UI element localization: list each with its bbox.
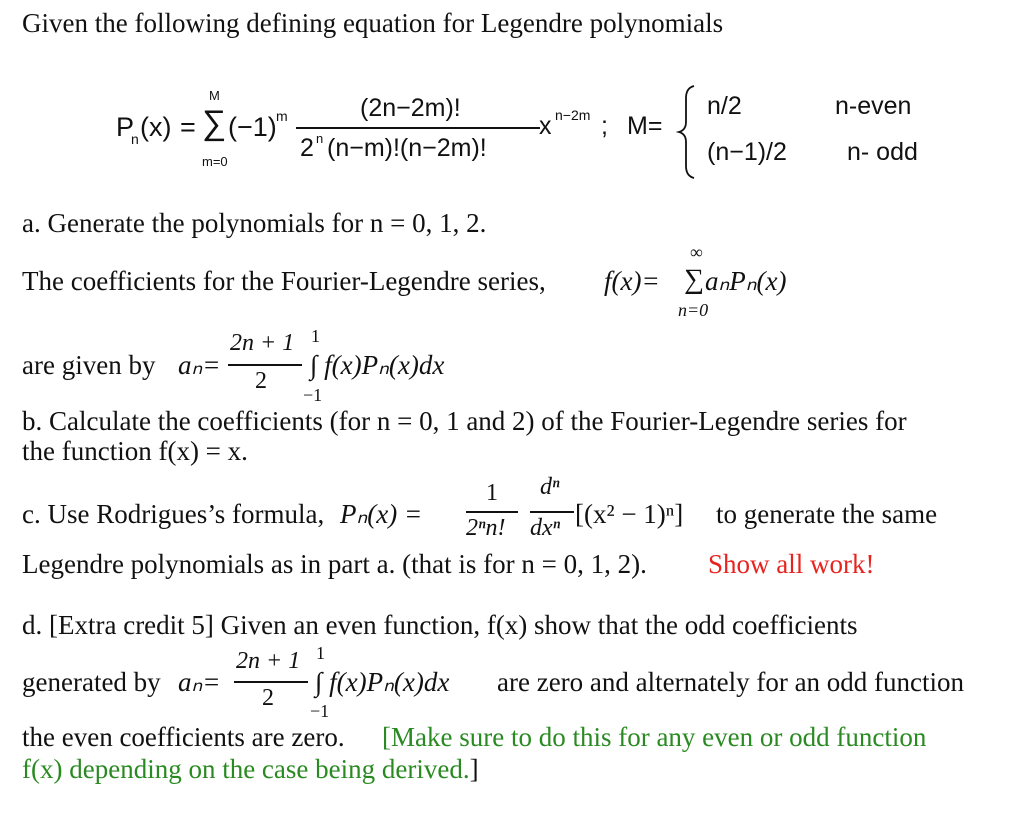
- coef-upper: 1: [311, 326, 320, 346]
- eq1-brace: [676, 84, 700, 180]
- part-c-frac1-num: 1: [486, 480, 498, 506]
- part-c-frac1-bar: [466, 511, 518, 513]
- eq1-numerator: (2n−2m)!: [360, 94, 461, 122]
- part-d-upper: 1: [316, 643, 325, 663]
- eq1-den-rest: (n−m)!(n−2m)!: [327, 134, 487, 162]
- eq1-x-base: x: [539, 112, 552, 140]
- coef-lower: −1: [303, 385, 323, 405]
- eq1-den-exp: n: [316, 131, 324, 146]
- coef-denominator: 2: [255, 368, 267, 394]
- eq1-M-label: M=: [627, 112, 663, 140]
- part-d-denominator: 2: [262, 685, 274, 711]
- eq1-lhs: P: [116, 112, 135, 142]
- part-c-frac2-den: dxⁿ: [530, 515, 561, 541]
- part-c-tail: to generate the same: [716, 499, 938, 529]
- eq1-equals: =: [180, 112, 196, 142]
- eq1-sign-base: (−1): [228, 112, 277, 142]
- eq1-lhs-arg: (x): [140, 112, 172, 142]
- part-b-line1: b. Calculate the coefficients (for n = 0, 1 and 2) of the Fourier-Legendre series for: [22, 406, 907, 436]
- part-c-frac2-num: dⁿ: [540, 474, 560, 500]
- intro-text: Given the following defining equation for Legendre polynomials: [22, 8, 724, 38]
- coef-fraction-bar: [228, 364, 302, 366]
- part-c-frac1-den: 2ⁿn!: [466, 515, 506, 541]
- part-d-integrand: ∫ f(x)Pₙ(x)dx: [315, 667, 450, 697]
- eq1-fraction-bar: [296, 127, 540, 129]
- eq1-x-exp: n−2m: [555, 107, 591, 123]
- part-d-a-label: aₙ=: [178, 667, 221, 697]
- part-c-lhs: Pₙ(x) =: [340, 499, 423, 529]
- part-d-line1: d. [Extra credit 5] Given an even function, f(x) show that the odd coefficients: [22, 610, 858, 640]
- part-c-body: [(x² − 1)ⁿ]: [575, 499, 684, 529]
- part-c-lead: c. Use Rodrigues’s formula,: [22, 499, 325, 529]
- part-d-lead2: generated by: [22, 667, 161, 697]
- eq1-sign-exp: m: [276, 108, 288, 124]
- part-d-line4-note: f(x) depending on the case being derived.: [22, 754, 470, 784]
- part-d-fraction-bar: [234, 681, 308, 683]
- series-lower: n=0: [678, 300, 709, 320]
- part-d-line3-note: [Make sure to do this for any even or odd function: [382, 722, 927, 752]
- coef-numerator: 2n + 1: [230, 330, 295, 356]
- part-d-tail2: are zero and alternately for an odd function: [497, 667, 965, 697]
- eq1-sum-lower: m=0: [202, 154, 228, 169]
- series-term: aₙPₙ(x): [705, 266, 787, 296]
- eq1-case2-value: (n−1)/2: [707, 138, 787, 166]
- eq1-sum-upper: M: [209, 88, 220, 103]
- eq1-den-base: 2: [300, 134, 314, 162]
- part-d-line3-black: the even coefficients are zero.: [22, 722, 345, 752]
- eq1-case2-cond: n- odd: [847, 138, 918, 166]
- series-formula: f(x)=: [604, 266, 660, 296]
- series-text: The coefficients for the Fourier-Legendre series,: [22, 266, 546, 296]
- part-d-line4-bracket: ]: [469, 754, 479, 784]
- series-sigma: ∑: [684, 264, 704, 295]
- eq1-sigma: ∑: [202, 104, 227, 142]
- part-c-line2: Legendre polynomials as in part a. (that is for n = 0, 1, 2).: [22, 549, 647, 579]
- part-d-lower: −1: [310, 701, 330, 721]
- coef-integrand: ∫ f(x)Pₙ(x)dx: [310, 350, 445, 380]
- part-a-text: a. Generate the polynomials for n = 0, 1, 2.: [22, 208, 487, 238]
- part-c-frac2-bar: [530, 511, 574, 513]
- coef-a-label: aₙ=: [178, 350, 221, 380]
- part-c-warning: Show all work!: [708, 549, 875, 579]
- eq1-case1-cond: n-even: [835, 92, 912, 120]
- coef-lead: are given by: [22, 350, 156, 380]
- part-d-numerator: 2n + 1: [236, 648, 301, 674]
- eq1-semicolon: ;: [601, 112, 608, 140]
- part-d-line4: [22, 754, 479, 785]
- eq1-case1-value: n/2: [707, 92, 742, 120]
- series-upper: ∞: [690, 242, 703, 262]
- part-b-line2: the function f(x) = x.: [22, 436, 248, 466]
- eq1-lhs-sub: n: [131, 131, 139, 147]
